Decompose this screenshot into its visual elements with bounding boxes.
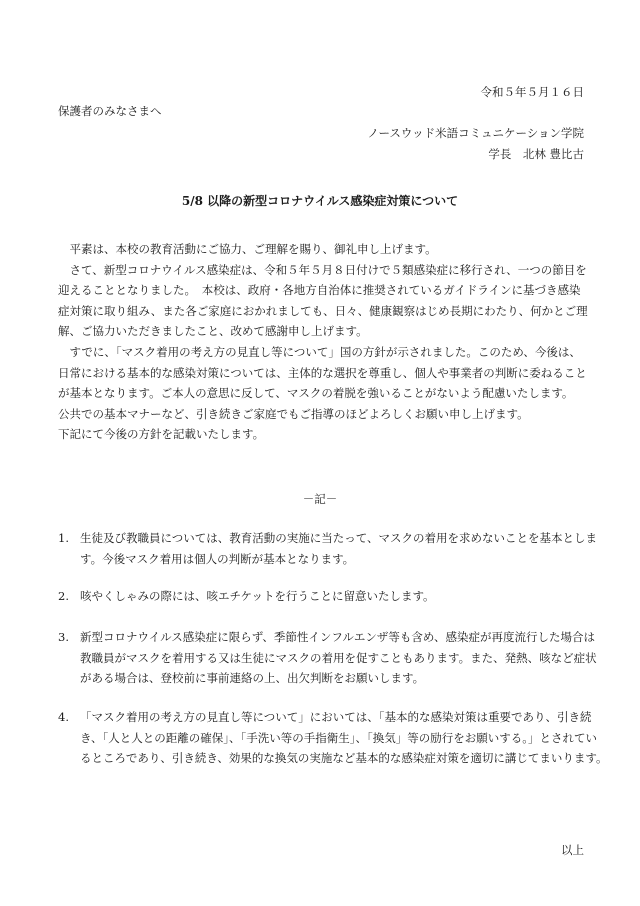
item-line: 新型コロナウイルス感染症に限らず、季節性インフルエンザ等も含め、感染症が再度流行した場合は [80,630,595,644]
item-line: がある場合は、登校前に事前連絡の上、出欠判断をお願いします。 [80,671,425,686]
document-title: 5/8 以降の新型コロナウイルス感染症対策について [181,194,459,208]
body-text [58,239,598,445]
body-line: 解、ご協力いただきましたこと、改めて感謝申し上げます。 [58,324,368,339]
body-line: 平素は、本校の教育活動にご協力、ご理解を賜り、御礼申し上げます。 [58,242,437,256]
item-line: 生徒及び教職員については、教育活動の実施に当たって、マスクの着用を求めないことを基本としま [80,531,598,545]
item-number: 2. [58,589,69,603]
body-line: 症対策に取り組み、また各ご家庭におかれましても、日々、健康観察はじめ長期にわたり、何かとご理 [58,303,588,318]
item-line: す。今後マスク着用は個人の判断が基本となります。 [80,551,355,566]
body-line: さて、新型コロナウイルス感染症は、令和５年５月８日付けで５類感染症に移行され、一つの節目を [58,262,587,277]
principal-name: 学長 北林 豊比古 [488,147,584,161]
body-line: が基本となります。ご本人の意思に反して、マスクの着脱を強いることがないよう配慮いたします。 [58,386,574,401]
item-line: 咳やくしゃみの際には、咳エチケットを行うことに留意いたします。 [80,589,435,603]
item-line: 「マスク着用の考え方の見直し等について」においては、「基本的な感染対策は重要であり、引き続 [80,710,592,724]
item-line: 教職員がマスクを着用する又は生徒にマスクの着用を促すこともあります。また、発熱、咳など症状 [80,650,597,665]
body-line: すでに、「マスク着用の考え方の見直し等について」国の方針が示されました。このため、今後は、 [58,344,581,359]
ki-heading: －記－ [302,492,338,506]
body-line: 日常における基本的な感染対策については、主体的な選択を尊重し、個人や事業者の判断に委ねること [58,365,587,380]
body-line: 迎えることとなりました。 本校は、政府・各地方自治体に推奨されているガイドラインに基づき感染 [58,283,581,298]
item-number: 3. [58,630,69,644]
body-line: 下記にて今後の方針を記載いたします。 [58,427,265,442]
item-number: 4. [58,710,69,724]
item-line: き、「人と人との距離の確保」、「手洗い等の手指衛生」、「換気」等の励行をお願いする。」とされてい [80,730,598,745]
issue-date: 令和５年５月１６日 [480,85,584,99]
item-line: るところであり、引き続き、効果的な換気の実施など基本的な感染症対策を適切に講じてまいります。 [80,751,608,766]
item-number: 1. [58,531,69,545]
closing-mark: 以上 [561,843,584,857]
body-line: 公共での基本マナーなど、引き続きご家庭でもご指導のほどよろしくお願い申し上げます。 [58,406,529,421]
recipient: 保護者のみなさまへ [58,104,162,118]
school-name: ノースウッド米語コミュニケーション学院 [367,126,584,140]
